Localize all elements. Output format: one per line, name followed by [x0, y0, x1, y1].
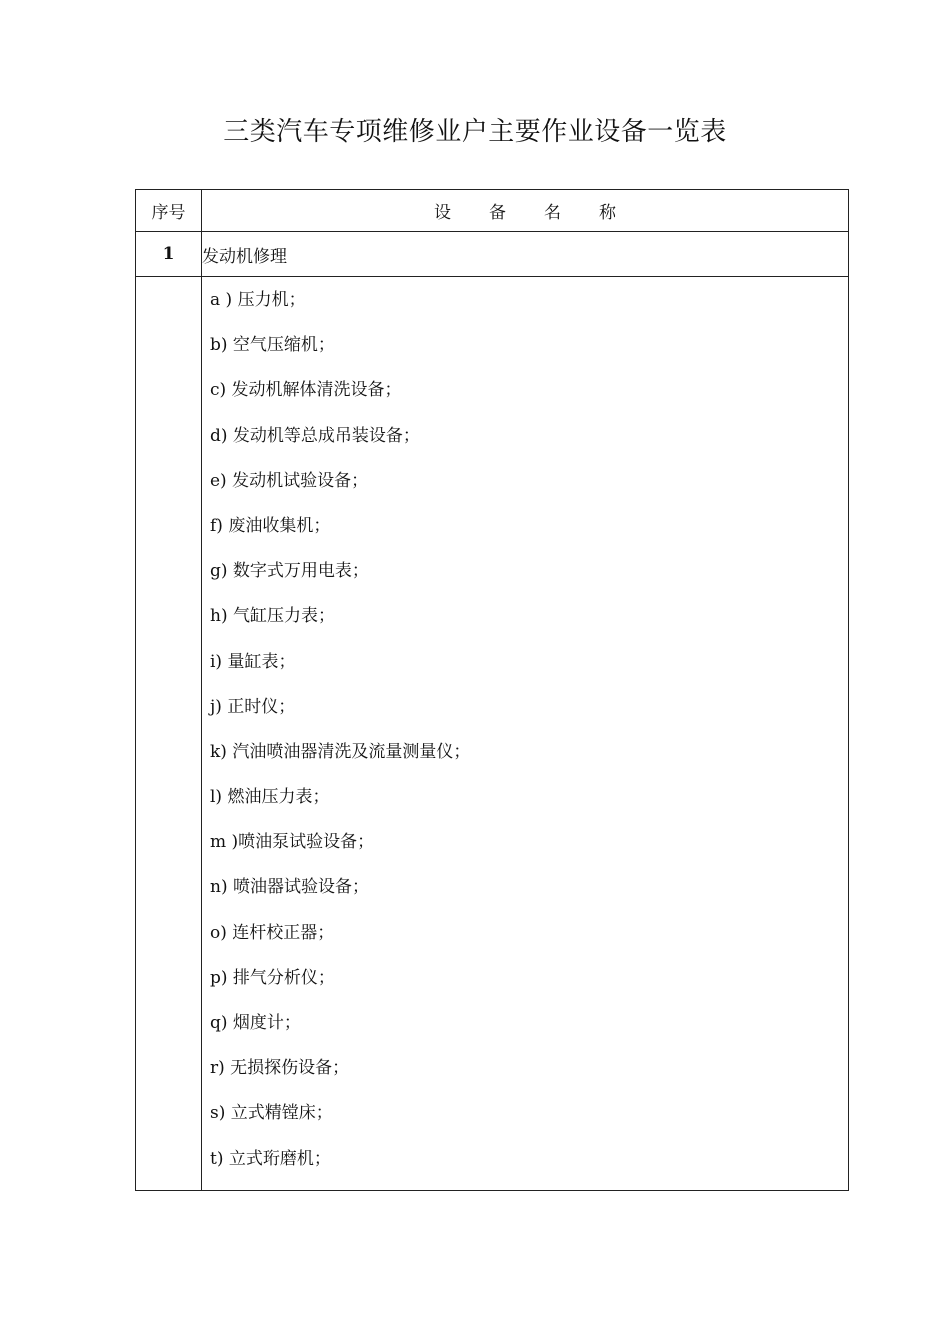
list-item: g) 数字式万用电表；	[210, 561, 369, 582]
items-row	[136, 277, 849, 1191]
page-title: 三类汽车专项维修业户主要作业设备一览表	[223, 117, 727, 147]
table-header-row	[136, 190, 849, 232]
list-item: e) 发动机试验设备；	[210, 470, 369, 491]
list-item: a ) 压力机；	[210, 290, 306, 310]
list-item: t) 立式珩磨机；	[210, 1148, 331, 1169]
equipment-list	[202, 277, 848, 1190]
list-item: f) 废油收集机；	[210, 515, 331, 536]
list-item: k) 汽油喷油器清洗及流量测量仪；	[210, 741, 471, 762]
header-equipment-name: 设备名称	[202, 190, 849, 232]
list-item: o) 连杆校正器；	[210, 922, 335, 943]
list-item: j) 正时仪；	[210, 696, 296, 717]
list-item: d) 发动机等总成吊装设备；	[210, 425, 420, 446]
header-serial-number: 序号	[136, 190, 202, 232]
list-item: q) 烟度计；	[210, 1013, 301, 1033]
section-number: 1	[136, 232, 202, 277]
list-item: n) 喷油器试验设备；	[210, 877, 369, 898]
list-item: r) 无损探伤设备；	[210, 1058, 350, 1079]
equipment-table	[135, 189, 849, 1191]
list-item: h) 气缸压力表；	[210, 606, 335, 627]
list-item: p) 排气分析仪；	[210, 967, 335, 988]
list-item: l) 燃油压力表；	[210, 787, 330, 808]
items-serial-cell	[136, 277, 202, 1191]
list-item: s) 立式精镗床；	[210, 1103, 333, 1124]
list-item: m )喷油泵试验设备；	[210, 832, 375, 853]
list-item: i) 量缸表；	[210, 651, 296, 672]
section-name: 发动机修理	[202, 232, 849, 277]
section-row	[136, 232, 849, 277]
list-item: c) 发动机解体清洗设备；	[210, 380, 402, 401]
items-cell	[202, 277, 849, 1191]
list-item: b) 空气压缩机；	[210, 335, 335, 356]
